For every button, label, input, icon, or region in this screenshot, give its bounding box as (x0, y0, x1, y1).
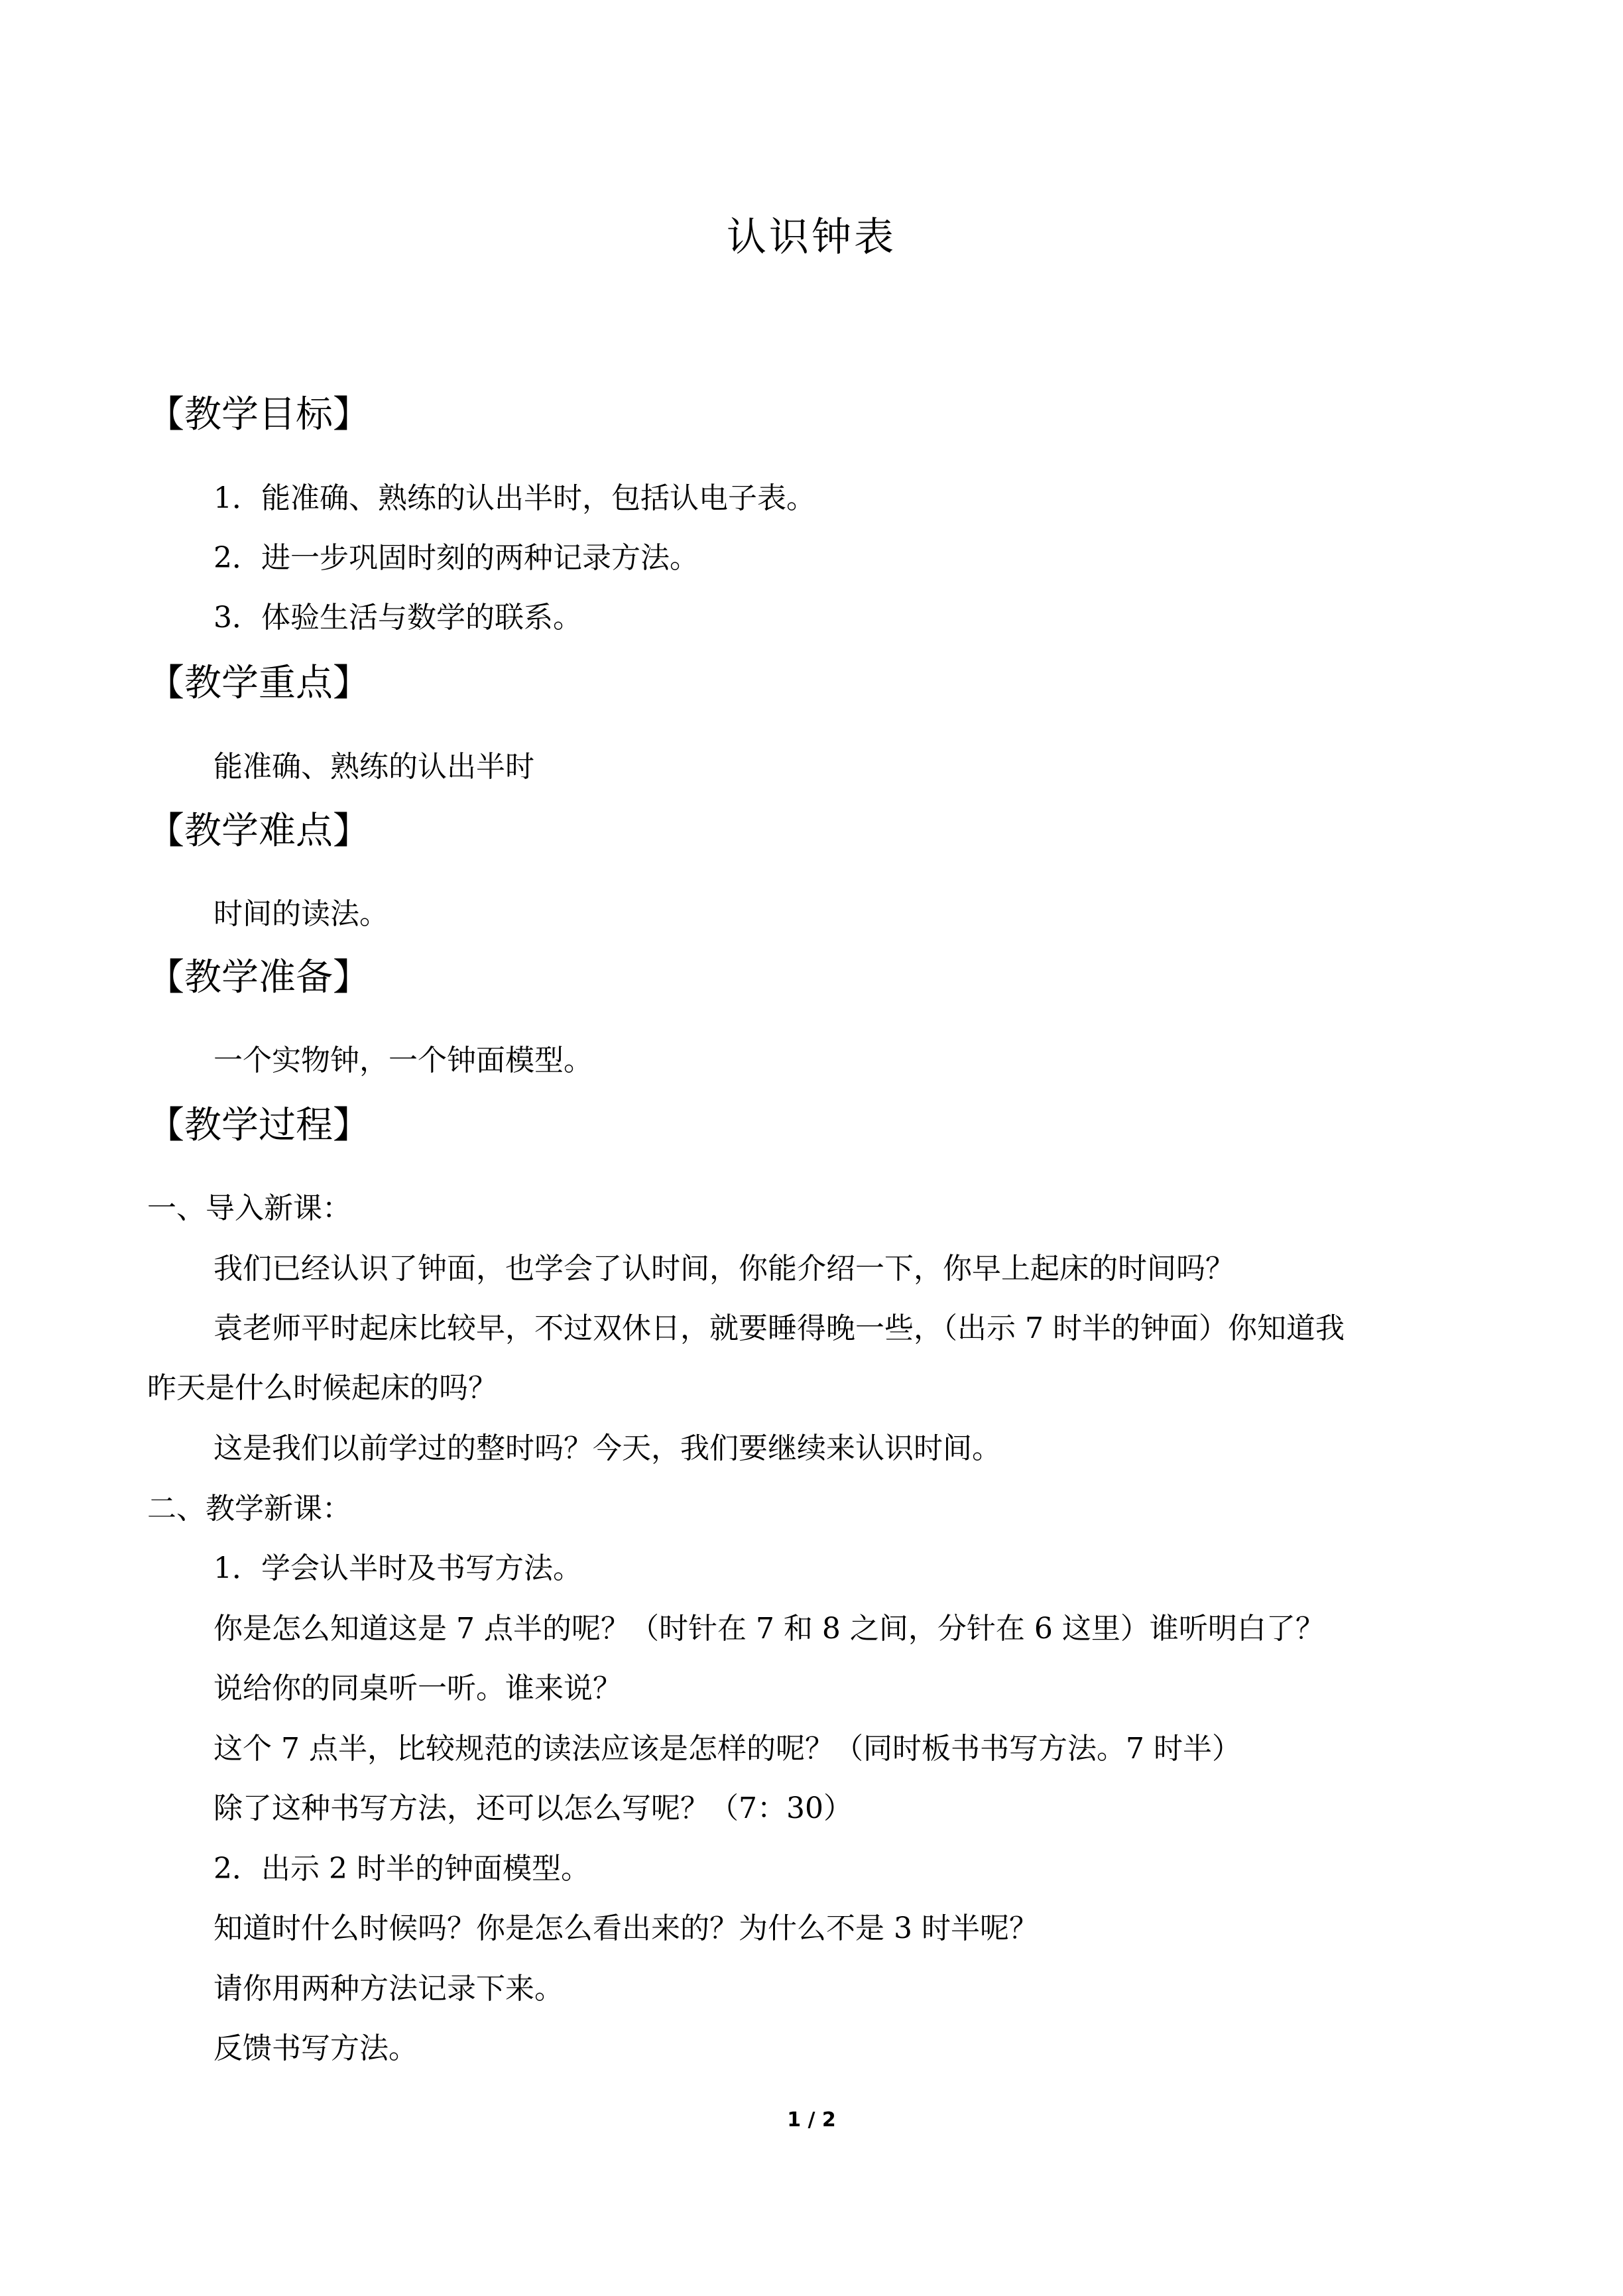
process-part2-line: 反馈书写方法。 (213, 2031, 418, 2065)
difficulties-text: 时间的读法。 (213, 897, 389, 931)
heading-process: 【教学过程】 (147, 1104, 370, 1147)
objective-item-2: 2．进一步巩固时刻的两种记录方法。 (213, 541, 699, 575)
process-part2-label: 二、教学新课： (147, 1492, 351, 1526)
objective-item-1: 1．能准确、熟练的认出半时，包括认电子表。 (213, 481, 815, 515)
process-part1-paragraph-1: 我们已经认识了钟面，也学会了认时间，你能介绍一下，你早上起床的时间吗？ (213, 1252, 1234, 1286)
process-part2-line: 知道时什么时候吗？你是怎么看出来的？为什么不是 3 时半呢？ (213, 1911, 1038, 1945)
process-part2-line: 说给你的同桌听一听。谁来说？ (213, 1671, 622, 1705)
process-part1-paragraph-2-line-2: 昨天是什么时候起床的吗？ (147, 1371, 497, 1405)
preparation-text: 一个实物钟，一个钟面模型。 (213, 1044, 593, 1077)
process-part1-label: 一、导入新课： (147, 1191, 351, 1225)
process-part1-paragraph-2-line-1: 袁老师平时起床比较早，不过双休日，就要睡得晚一些，（出示 7 时半的钟面）你知道我 (213, 1311, 1345, 1345)
heading-preparation: 【教学准备】 (147, 956, 370, 999)
page-number: 1 / 2 (787, 2108, 836, 2132)
heading-key-points: 【教学重点】 (147, 662, 370, 705)
key-points-text: 能准确、熟练的认出半时 (213, 750, 534, 784)
process-part1-paragraph-3: 这是我们以前学过的整时吗？今天，我们要继续来认识时间。 (213, 1431, 1001, 1465)
process-part2-line: 请你用两种方法记录下来。 (213, 1972, 564, 2006)
process-part2-line: 这个 7 点半，比较规范的读法应该是怎样的呢？（同时板书书写方法。7 时半） (213, 1732, 1241, 1766)
process-part2-line: 你是怎么知道这是 7 点半的呢？（时针在 7 和 8 之间，分针在 6 这里）谁听明白了？ (213, 1612, 1325, 1646)
document-title: 认识钟表 (727, 214, 896, 261)
process-part2-line: 除了这种书写方法，还可以怎么写呢？（7：30） (213, 1791, 853, 1825)
process-part2-line: 2．出示 2 时半的钟面模型。 (213, 1852, 590, 1886)
objective-item-3: 3．体验生活与数学的联系。 (213, 601, 582, 634)
process-part2-line: 1．学会认半时及书写方法。 (213, 1551, 582, 1585)
heading-objectives: 【教学目标】 (147, 393, 370, 436)
heading-difficulties: 【教学难点】 (147, 810, 370, 853)
